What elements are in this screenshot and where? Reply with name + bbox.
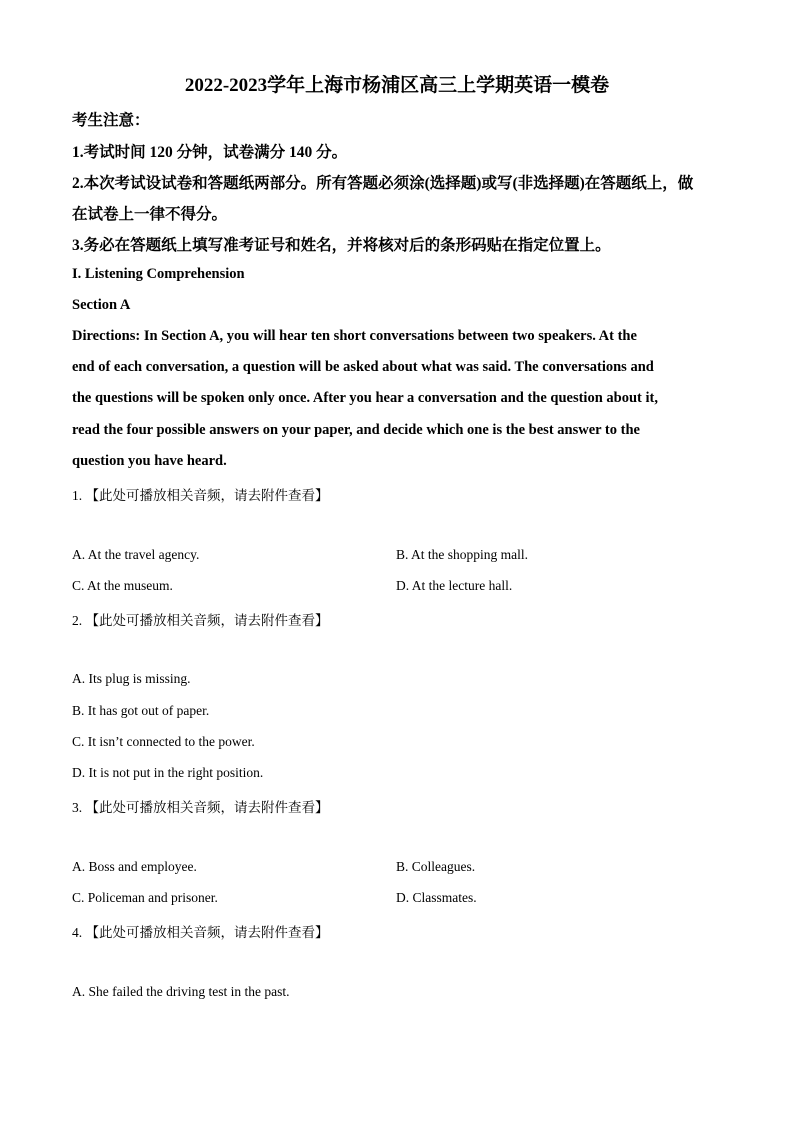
notice-item-2-cont: 在试卷上一律不得分。 (72, 206, 228, 223)
question-1-option-b[interactable]: B. At the shopping mall. (396, 547, 529, 562)
notice-item-1: 1.考试时间 120 分钟，试卷满分 140 分。 (72, 144, 348, 161)
question-4-option-a[interactable]: A. She failed the driving test in the past. (72, 984, 290, 999)
question-2-audio-prompt[interactable]: 2. 【此处可播放相关音频，请去附件查看】 (72, 613, 329, 628)
question-1-option-d[interactable]: D. At the lecture hall. (396, 578, 513, 593)
part-heading: I. Listening Comprehension (72, 266, 245, 282)
question-3-option-d[interactable]: D. Classmates. (396, 890, 477, 905)
question-2-option-c[interactable]: C. It isn’t connected to the power. (72, 734, 255, 749)
question-1-audio-prompt[interactable]: 1. 【此处可播放相关音频，请去附件查看】 (72, 488, 329, 503)
exam-title: 2022-2023学年上海市杨浦区高三上学期英语一模卷 (184, 75, 610, 96)
question-1-option-c[interactable]: C. At the museum. (72, 578, 173, 593)
directions-line-1: Directions: In Section A, you will hear ten short conversations between two speakers. At the (72, 328, 637, 344)
question-3-option-c[interactable]: C. Policeman and prisoner. (72, 890, 218, 905)
section-heading: Section A (72, 297, 131, 313)
directions-line-3: the questions will be spoken only once. After you hear a conversation and the question about it, (72, 390, 658, 406)
notice-item-3: 3.务必在答题纸上填写准考证号和姓名，并将核对后的条形码贴在指定位置上。 (72, 237, 611, 254)
question-3-audio-prompt[interactable]: 3. 【此处可播放相关音频，请去附件查看】 (72, 800, 329, 815)
question-2-option-d[interactable]: D. It is not put in the right position. (72, 765, 264, 780)
question-1-option-a[interactable]: A. At the travel agency. (72, 547, 200, 562)
directions-line-4: read the four possible answers on your paper, and decide which one is the best answer to the (72, 422, 640, 438)
notice-heading: 考生注意： (72, 112, 150, 129)
notice-item-2: 2.本次考试设试卷和答题纸两部分。所有答题必须涂(选择题)或写(非选择题)在答题纸上，做 (72, 175, 694, 192)
question-3-option-b[interactable]: B. Colleagues. (396, 859, 476, 874)
directions-line-5: question you have heard. (72, 453, 227, 469)
question-2-option-a[interactable]: A. Its plug is missing. (72, 671, 191, 686)
question-4-audio-prompt[interactable]: 4. 【此处可播放相关音频，请去附件查看】 (72, 925, 329, 940)
question-2-option-b[interactable]: B. It has got out of paper. (72, 703, 210, 718)
question-3-option-a[interactable]: A. Boss and employee. (72, 859, 197, 874)
directions-line-2: end of each conversation, a question will be asked about what was said. The conversations and (72, 359, 654, 375)
